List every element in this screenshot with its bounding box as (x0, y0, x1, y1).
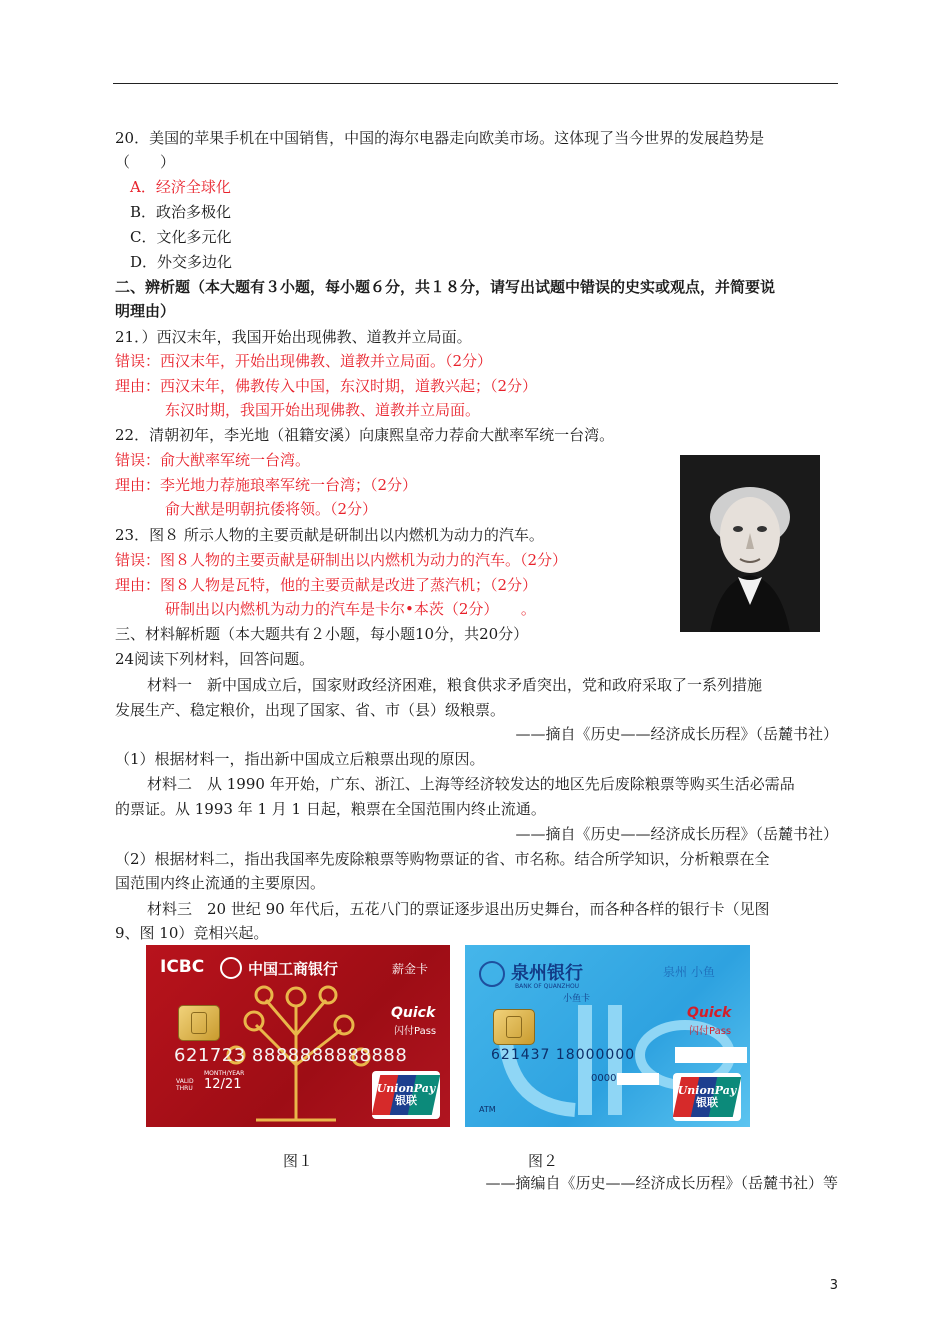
q20-stem: 20．美国的苹果手机在中国销售，中国的海尔电器走向欧美市场。这体现了当今世界的发展趋势是 (115, 129, 765, 147)
icbc-expiry: 12/21 (204, 1077, 242, 1092)
qz-masked-area-2 (617, 1073, 659, 1085)
qz-chip-icon (493, 1009, 535, 1045)
qz-quickpass-label: 闪付Pass (689, 1026, 732, 1037)
figure-2-caption: 图２ (528, 1152, 559, 1170)
icbc-quickpass-label: 闪付Pass (394, 1026, 437, 1037)
icbc-logo-icon (220, 957, 242, 979)
material2-source: ——摘自《历史——经济成长历程》（岳麓书社） (515, 825, 838, 843)
q20-option-c: C．文化多元化 (130, 228, 232, 246)
qz-unionpay-logo-icon (673, 1073, 741, 1121)
icbc-bank-name: 中国工商银行 (248, 960, 339, 978)
q23-reason-cont: 研制出以内燃机为动力的汽车是卡尔•本茨（2分） 。 (165, 600, 536, 618)
qz-masked-area (675, 1047, 747, 1063)
material3-text: 材料三 20 世纪 90 年代后，五花八门的票证逐步退出历史舞台，而各种各样的银行卡（见图 (147, 900, 770, 918)
qz-card-number-2: 0000 (591, 1073, 617, 1084)
q22-reason-cont: 俞大猷是明朝抗倭将领。（2分） (165, 500, 378, 518)
q21-reason: 理由：西汉末年，佛教传入中国，东汉时期，道教兴起；（2分） (115, 377, 538, 395)
q24-stem: 24阅读下列材料，回答问题。 (115, 650, 315, 668)
q23-error: 错误：图８人物的主要贡献是研制出以内燃机为动力的汽车。（2分） (115, 551, 568, 569)
q21-error: 错误：西汉末年，开始出现佛教、道教并立局面。（2分） (115, 352, 493, 370)
qz-unionpay-en: UnionPay (677, 1084, 737, 1097)
q24-subquestion-1: （1）根据材料一，指出新中国成立后粮票出现的原因。 (115, 750, 485, 768)
qz-logo-icon (479, 961, 505, 987)
icbc-valid-label: VALID THRU (176, 1078, 194, 1092)
icbc-brand: ICBC (160, 957, 205, 977)
material2-text: 材料二 从 1990 年开始，广东、浙江、上海等经济较发达的地区先后废除粮票等购买生活必需品 (147, 775, 795, 793)
q20-option-d: D．外交多边化 (130, 253, 233, 271)
qz-card-type: 小鱼卡 (563, 994, 591, 1004)
icbc-chip-icon (178, 1005, 220, 1041)
portrait-illustration (680, 455, 820, 632)
material3-text-cont: 9、图 10）竞相兴起。 (115, 924, 269, 942)
material2-text-cont: 的票证。从 1993 年 1 月 1 日起，粮票在全国范围内终止流通。 (115, 800, 546, 818)
qz-brand-text: 泉州 小鱼 (663, 965, 715, 979)
q20-option-a: A．经济全球化 (130, 178, 231, 196)
icbc-month-year-label: MONTH/YEAR (204, 1070, 245, 1077)
q20-paren: （ ） (115, 153, 176, 171)
qz-atm-label: ATM (479, 1105, 496, 1114)
q21-stem: 21．）西汉末年，我国开始出现佛教、道教并立局面。 (115, 328, 472, 346)
q21-reason-cont: 东汉时期，我国开始出现佛教、道教并立局面。 (165, 401, 481, 419)
section2-heading: 二、辨析题（本大题有３小题，每小题６分，共１８分，请写出试题中错误的史实或观点，并简要说 (115, 278, 776, 296)
final-source: ——摘编自《历史——经济成长历程》（岳麓书社）等 (485, 1174, 838, 1192)
icbc-card-type: 薪金卡 (392, 962, 429, 976)
qz-bank-name: 泉州银行 (511, 963, 583, 984)
figure-1-caption: 图１ (283, 1152, 314, 1170)
q22-error: 错误：俞大猷率军统一台湾。 (115, 451, 311, 469)
q20-option-b: B．政治多极化 (130, 203, 232, 221)
icbc-bank-card-image (146, 945, 450, 1127)
qz-quick-label: Quick (687, 1005, 732, 1021)
page-number: 3 (829, 1278, 838, 1293)
material1-text-cont: 发展生产、稳定粮价，出现了国家、省、市（县）级粮票。 (115, 701, 506, 719)
icbc-quick-label: Quick (391, 1005, 436, 1021)
header-rule (113, 83, 838, 84)
qz-card-number: 621437 18000000 (491, 1047, 636, 1063)
q24-subquestion-2-cont: 国范围内终止流通的主要原因。 (115, 874, 326, 892)
qz-unionpay-cn: 银联 (696, 1096, 718, 1109)
q22-reason: 理由：李光地力荐施琅率军统一台湾；（2分） (115, 476, 418, 494)
icbc-unionpay-logo-icon (372, 1071, 440, 1119)
section3-heading: 三、材料解析题（本大题共有２小题，每小题10分，共20分） (115, 625, 529, 643)
icbc-card-number: 621723 8888888888888 (174, 1045, 408, 1066)
quanzhou-bank-card-image (465, 945, 750, 1127)
q23-reason: 理由：图８人物是瓦特，他的主要贡献是改进了蒸汽机；（2分） (115, 576, 538, 594)
material1-source: ——摘自《历史——经济成长历程》（岳麓书社） (515, 725, 838, 743)
q22-stem: 22．清朝初年，李光地（祖籍安溪）向康熙皇帝力荐俞大猷率军统一台湾。 (115, 426, 615, 444)
qz-bank-en: BANK OF QUANZHOU (515, 983, 580, 990)
q23-stem: 23．图８ 所示人物的主要贡献是研制出以内燃机为动力的汽车。 (115, 526, 544, 544)
q24-subquestion-2: （2）根据材料二，指出我国率先废除粮票等购物票证的省、市名称。结合所学知识，分析粮票在全 (115, 850, 770, 868)
watt-portrait-image (680, 455, 820, 632)
section2-heading-cont: 明理由） (115, 302, 176, 320)
icbc-unionpay-cn: 银联 (395, 1094, 417, 1107)
material1-text: 材料一 新中国成立后，国家财政经济困难，粮食供求矛盾突出，党和政府采取了一系列措施 (147, 676, 763, 694)
icbc-unionpay-en: UnionPay (376, 1082, 436, 1095)
